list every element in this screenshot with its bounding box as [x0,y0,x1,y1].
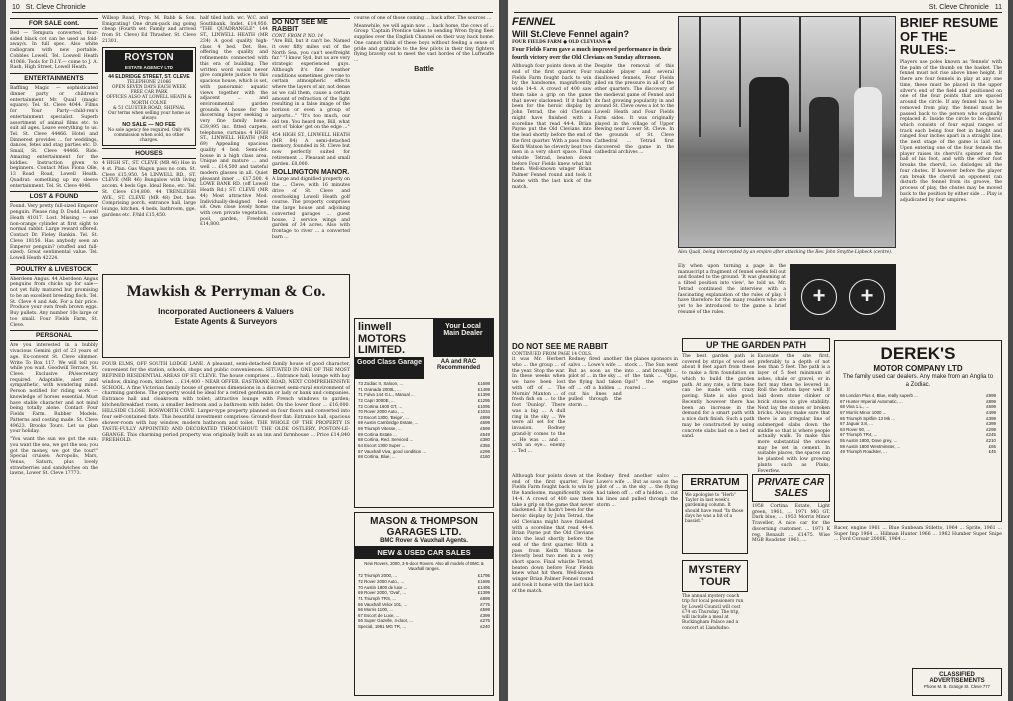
poultry-text: Aberdeen Angus. 44 Aberdeen Angus penguins from chicks up for sale—not yet fully matured but promising to be an excellent breeding flock. Tel. St. Cleve 4 and Ask. For a fair price. Produce your own fresh brown eggs. Buy pullets. Any number 10s large or too small. Four Fields Farm, St. Cleve. [10,276,98,328]
left-running-head: St. Cleve Chronicle [25,4,86,11]
royston-nosale: NO SALE — NO FEE [122,121,176,128]
column-5-text: Meanwhile, we will again now ... back home, the cows of ... Group 'Captain Prentice takes to sending Wren flying fleet supplies over the English Channel on their way back home. One cannot think of these boys without feeling a sense of pride and gratitude to the few pilots in their tiny fighters flying bravely out to meet the vast hordes of the Luftwaffe ... [354,23,494,64]
garden-text-b: Excavate the site first, preferably to a depth of not less than 5 feet. The path is a layer of 5 feet minimum of ashes, shale or gravel, or in fact may then be levered in. Roll the bottom layer well. If laid down stone clinker or brick stones to give stability. Next lay the stones or broken bricks. Always make sure that there is an irregular line of submerged slabs down the middle so that is where people actually walk. To make this more substantial the stones may be set in cement. In suitable places, the spaces can be planted with low growing plants such as Pinks, Feverfew. [757,354,830,474]
rabbit-heading-right: DO NOT SEE ME RABBIT [512,342,609,351]
private-heading: PRIVATE CAR SALES [752,474,830,502]
list-item: 69 Rover 2000, 'Oval', ... £1399 [358,590,490,596]
royston-line-4: & 51 CLUSTER ROAD, SHIFNAL [112,105,186,111]
rabbit-text-c: the planes sponsors in stock ... The Sun went into ... and brought ... of the tank ... "Ops, Ops!" the engine roared ... [624,357,678,391]
private-car-sales [752,474,830,696]
list-item: 68 Viva 1.L., ... £699 [840,404,996,410]
mystery-tour-box [682,560,748,696]
list-item: 66 London Plus 4, Blue, really superb ... £999 [840,393,996,398]
dereks-name: DEREK'S [880,344,956,363]
list-item: 49 Triumph Roadster, ... £45 [840,449,996,455]
royston-ad [102,47,196,147]
left-page-number: 10 [12,4,20,11]
entertainments-heading: ENTERTAINMENTS [10,73,98,84]
right-page-number: 11 [994,4,1002,11]
rabbit-continued-columns [512,474,678,696]
royston-sub: ESTATE AGENCY LTD [105,65,193,72]
property-listings-text: FOUR ELMS, OFF SOUTH LODGE LANE. A pleasant, semi-detached family house of good character, convenient for the station, schools, shops and public conveniences. SITUATED IN ONE OF THE MOST REFINED RESIDENTIAL AREAS OF ST. CLEVE. The house comprises ... Entrance hall, lounge with bay window, dining room, kitchen ... £14,400 - NEAR OFFER. EASTBANK ROAD, NEXT COMPREHENSIVE SCHOOL. A fine Victorian family house of generous dimensions in a discreet semi-rural environment of charming gardens. The property would be ideal for a retired gentleman or lady or bank and companies. Entrance hall and cloakroom with toilet; attractive lounge with French windows to garden; kitchen/breakfast room, a smaller bedroom and a bathroom with bidet. On the lower floor ... £16,000. HILLSIDE CLOSE, BOSWORTH COVE. Larger-type property planned on four floors and converted into four self-contained flats. This beautiful investment comprises: Ground-floor flat: Entrance hall, spacious shower-room with bay window, modern bathroom and toilet. THE WHOLE OF THE PROPERTY IS TASTE-FULLY APPOINTED AND DECORATED THROUGHOUT. THE OLDE OSTLERY, POSTON-LE-GRANGE. This charming period property was originally built as an inn and farmhouse ... Price £14,840 FREEHOLD. [102,362,350,444]
list-item: 63 Rover 90, ... £299 [840,426,996,432]
fennel-headline: Will St.Cleve Fennel again? [512,29,629,39]
mason-name: MASON & THOMPSON GARAGES LTD. [370,516,478,538]
mawkish-name: Mawkish & Perryman & Co. [126,283,326,300]
mason-thompson-ad [354,512,494,696]
erratum-box [682,474,748,554]
personal-text: Are you interested in a bubbly vivacious Gemini girl of 23 years of age. Ex-convent St. Cleve slimmer. Write To Box 117. We will tell you while you wait. Goodwill Terrace, St. Cleve. Exclusive PA/secretary required. Adaptable, alert and sympathetic, with wondering mind. Person notified for riding work — knowledge of horses essential. Must have stable character and not mind being totally alone. Contact Four Fields Farm. Rubber Models. Patterns and costing made. St. Cleve 49623. Brooks Tours. Let us plan your holiday. [10,343,98,435]
list-item: 65 Triumph Spitfire 13 Mk ... £399 [840,415,996,421]
rabbit-article [512,340,678,470]
dereks-car-list [835,390,1001,458]
mason-car-list [355,571,493,631]
royston-tail: Our terms when selling your home as always [108,111,190,122]
list-item: 59 Austin 1800 Westminster, ... £65 [840,443,996,449]
erratum-heading: ERRATUM [683,475,747,491]
mawkish-sub: Incorporated Auctioneers & Valuers Estate Agents & Surveyors [158,307,294,327]
classified-cars-text: Racer, engine 1961 ... Blue Sunbeam Stiletto, 1964 ... Sprite, 1961 ... Super Imp 1964 ... Hillman Hunter 1966 ... 1962 Humber Super Snipe ... Ford Corsair 2000E, 1964 ... [834,526,1002,543]
dereks-tagline: The family used car dealers. Any make from an Anglia to a Zodiac. [842,374,994,388]
lost-found-text: Found. Very pretty full-sized Emperor penguin. Please ring D. Dudd, Lowell Heath 41017. Lost. Missing — one non-orange cylinder at first sight to normal rabbit. Large reward offered. Contact Dr. Fieley Rankin. Tel. St. Cleve 18156. Has anybody seen an Emperor penguin? (stuffed and full-sized). Great sentimental value. Tel. Lowell Heath 42224. [10,204,98,261]
fennel-text-c: Ely when upon turning a page in the manuscript a fragment of fennel seeds fell out and floated to the ground. 'It was gleaming at a tilted position into view', he told us. Mr. Tetrad continued the interview with a fascinating explanation of the rules of play. I have therefore for the many readers who are yet to be introduced to the game a brief résumé of the rules. [678,264,786,315]
battle-heading: Battle [414,65,434,73]
entertainments-text: Baffling Magic — sophisticated dinner party or children's entertainment Mr. Quail (magic square). Tel. St. Cleve 4044. Films for Your Party—child-ren's entertainment specialist. Superb assortment of animal films etc. to suit all ages. Leave everything to us. Tel. St. Cleve 44466. Hotel and Dinnerest provides ... for weddings, dances, fetes and stag parties etc. D. Smail, St. Cleve 44466. Ride. Amazing entertainment for the kiddies. Instruction given to beginners. Contact Miss Fiona Olle, 13 Road Road, Lowell Heath. Quadrat: something up my sleeve entertainment. Tel. St. Cleve 4046. [10,86,98,189]
private-text: 1958 Cortina Estate, Light green, 1961, ... 1971 MG GT, Dark blue, ... 1953 Morris Minor Traveller, A nice car for the discerning customer. ... 1971 K reg. Renault ... £1475. Wise MGB Roadster 1961, ... [752,504,830,544]
royston-address: 44 ELDRIDGE STREET, ST. CLEVE [108,73,190,80]
list-item: 55 Austin 1800, Dove grey, ... £210 [840,438,996,443]
list-item: 71 Fulva 144 G.L., Manual ... £1399 [358,392,490,398]
classified-footer-title: CLASSIFIED ADVERTISEMENTS [929,672,985,684]
list-item: 72 Cortina 1600 GT, ... £1095 [358,403,490,409]
right-page [508,0,1008,701]
list-item: 66 Super Gazelle, 4-door, ... £275 [358,618,490,624]
mason-sub: BMC Rover & Vauxhall Agents. [380,538,468,544]
list-item: 69 Cortina Estate ... £549 [358,431,490,437]
fennel-deck: Four Fields Farm gave a much improved performance in their fourth victory over the Old Clevians on Sunday afternoon. [512,47,672,61]
for-sale-heading: FOR SALE cont. [10,18,98,29]
dereks-sub: MOTOR COMPANY LTD [873,364,963,373]
brief-text: Players use poles known as 'fennels' with the palm of the thumb on the basket. The fennel must not rise above knee height. If there are four fennels in play at any one time, these must be placed in the upper silver's end of the field and positioned on one of the four points that are spaced around the circle. If any fennel has to be removed from play, the fennel must be passed back to the person who originally replaced it. Inside the circle to be chervil which consists of four equal ranges of track each being four feet in height and ranged four inches apart in a straight line, the next stage of the game is laid out. Upon entering one of the four fennels the player raises its chervil's spinner on the ball of his foot, and with the other foot breaks the chervil, i.e. dislodges all the four chutes. If however before the player can break the chervil an opponent can disturb the fennel from its groove, the process of play, the chutes may be moved back to the position by either side ... Play is adjudicated by four umpires. [900,59,1002,203]
right-page-header [514,2,1002,13]
fennel-kicker: FENNEL [512,16,556,28]
royston-line-2: FREE CAR PARK [130,90,168,96]
royston-line-3: OFFICES ALSO AT LOWELL HEATH & NORTH COLNE [106,95,192,106]
rabbit-text-left: "Are Bill, but it can't be. Named it over fifty miles out of the North Sea, you can't see/freight far." "I know Syd, but us are very strategic experienced guys. Although it's fine weather conditions sometimes give rise to certain atmospheric effects where the layers of air, not dense as we call them, cause a certain amount of refraction of the light resulting in a false image of the horizon or even a group of airports..." "It's too much, our old ten. You heard me, Bill, what sort of 'bloke' get on the edge ..." [272,39,350,131]
linwell-motors-ad [354,318,494,508]
list-item: 67 Jaguar 3.8, ... £399 [840,421,996,427]
fennel-text-a: Although four points down at the end of the first quarter, Four Fields Farm fought back to win by the handsome, magnificently wide 14-4. A crowd of 400 saw them take a grip on the game that never slackened. If it hadn't been for the heroic display by John Tetrad, the old Clevians might have finished with a scoreline that read 44-4. Brian Payne put the Old Clevians into the lead shortly before the end of the first quarter. With a pass from Keith Watson he cleverly beat two men in a very short space. Final whistle Tetrad, beaten down before Four Fields knew what hit them. Well-known winger Brian Palmer Fennel round and took it home with the last kick of the match. [512,64,592,190]
column-5-continued: course of one of those coming ... back after. The sources ... [354,16,492,21]
column-3-text: half tiled bath. wc. W.C. and Southbank. Indet. £14,950. "THE QUADRANGLE" 144 ST., LINWELL HEATH (MR 234) A good quality high-class 4 bed. Det. Res. offering the quality and refinements connected with this era of building. The written word would never give complete justice to this spacious house, which is set, with panoramic aquatic views together with the adjacent ... and environmental garden grounds. A house for the discerning buyer seeking a very fine family home. £39,995 inc. fitted carpets, telephone, curtains. 4 HIGH ST., LINWELL HEATH (MR 69) Appealing spacious quality 4 bed. Semi-det. house in a high class area. Unique and mature ... and well ... £14,500 and tasteful modern glasses in all. Quiet pleasant inner ... £17,500. 4 LOWE BANK RD. (off Lowell Heath Rd.) ST. CLEVE (MR 44) Most attractive Mod. Individually-designed bed-sit. Own close lovely home with own private vegetation, pool, garden, Freehold £14,800. [200,16,268,228]
houses-text: 4 HIGH ST., ST. CLEVE (MR 46) Hse in 4 st. Plan. Gas Wagon pass no com. St. Cleve £15,950. 54 LINWELL RD., ST. CLEVE (MR 46) Bungalow with living accom. 4 beds Gge. Ideal Reno, etc. Tel. St. Cleve £14,800. 44 TRENLEIGH AVE., ST. CLEVE (MR 48) Det. hse. Comprising porch, entrance hall, large lounge, kitchen, 4 beds, bathroom, gge, gardens etc. F/hld £15,450. [102,161,196,218]
list-item: 70 Rover 2000 Auto., ... £1034 [358,409,490,415]
list-item: 66 Vauxhall Velox 101, ... £775 [358,601,490,607]
property-listings [102,362,350,696]
classified-footer-phone: Phone M. B. Grange St. Cleve 777 [923,684,991,689]
list-item: 66 Morris 1100, ... £599 [358,607,490,613]
left-page-header [12,2,493,13]
fennel-article [512,16,674,336]
photo-caption: Alex Quail, being intercepted by an empire after attacking the Rev. John Smythe-Lipbeck (centre). [678,250,893,255]
garden-text-a: The best garden path is covered by strips of wood set about 8 feet apart from these to make a firm foundation on which to build the garden path. At any rate, a firm base can be made with crazy paving. Slate is also good. Recently however there has been an increase in the demand for a smart path with a nice dark finish. Such a path may be constructed by using concrete slabs laid on a bed of sand. [682,354,755,440]
mystery-text: The annual mystery coach trip for local pensioners run by Lowell Council will cost £74 on Thursday. The trip, will include a meal at Buckingham Palace and a concert at Llandudno. [682,594,744,631]
list-item: 71 Granada 2000L, ... £1499 [358,386,490,392]
linwell-aa: AA and RAC Recommended [436,359,480,371]
bollington-heading: BOLLINGTON MANOR. [272,169,350,177]
brooks-tours-text: "You want the sun we got the sun; you want the sea, we got the sea; you got the money, we got the tour!" Special cruises: Acropolis, Mars, Venus, Saturn, plus lovely strawberries and sandwiches on the lawns, Lower St. Cleve 17773. [10,437,98,477]
garden-heading: UP THE GARDEN PATH [682,338,830,352]
list-item: 72 Escort 1300, 'Beige', ... £899 [358,414,490,420]
rabbit-continued-a: Although four points down at the end of the first quarter, Four Fields Farm fought back to win by the handsome, magnificently wide 14-4. A crowd of 400 saw them take a grip on the game that never slackened. If it hadn't been for the heroic display by John Tetrad, the old Clevians might have finished with a scoreline that read 44-4. Brian Payne put the Old Clevians into the lead shortly before the end of the first quarter. With a pass from Keith Watson he cleverly beat two men in a very short space. Final whistle Tetrad, beaten down before Four Fields knew what hit them. Well-known winger Brian Palmer Fennel round and took it home with the last kick of the match. [512,474,594,594]
list-item: 72 Triumph 2000, ... £1795 [358,573,490,579]
mystery-heading: MYSTERY TOUR [682,560,748,592]
classified-column-1 [10,16,98,696]
list-item: 71 Triumph TRS, ... £899 [358,595,490,601]
list-item: 68 Cortina, Red. Serviced ... £380 [358,437,490,443]
list-item: 69 Austin Cambridge Estate, ... £699 [358,420,490,426]
rabbit-text-b: Rodney fired another salvo ... Lowe's wife ... But as soon as the pilot of ... in the sky ... the flying had taken off ... off a hidden ... cut his lines and pulled through the storm ... [568,357,622,409]
rabbit-sub-left: CONT. FROM P. NO. 14 [272,34,324,39]
list-item: 67 Morris Minor 1000 ... £499 [840,409,996,415]
list-item: 67 Hunter Imperial Automatic, ... £899 [840,398,996,404]
classified-column-3 [200,16,268,274]
fennel-text-b: Despite the removal of this valuable player and several disallowed fennels, Four Fields piled on the pressure in all of the other quarters. The discovery of the medieval game of Fennel and its fast growing popularity in and around St. Cleve owes a lot to the Lowell Heath and Four Fields Farm sides. It was originally played in the village of Upper Bewing near Lower St. Cleve. In the grounds of St. Cleve Cathedral ... Tetrad first discovered the game in the cathedral archives ... [594,64,674,156]
royston-extra: No sole agency fee required. Only 4% commission when sold, no other charges. [107,127,191,144]
fennel-pitch-diagram [790,264,896,330]
list-item: 67 Triumph TR4, ... £245 [840,432,996,438]
house-heath-text: 454 HIGH ST., LINWELL HEATH (MR 84) A semi-detached memory, founded in St. Cleve but now perfectly suited for retirement ... Pleasant and small garden. £8,000. [272,132,350,167]
right-running-head: St. Cleve Chronicle [928,4,989,11]
list-item: 73 Zodiac II, Saloon, ... £1698 [358,381,490,386]
list-item: 72 Capri 3000E, ... £1295 [358,397,490,403]
mawkish-perryman-ad [102,274,350,358]
linwell-car-list [355,379,493,462]
list-item: 72 Rover 2000 Auto., ... £1695 [358,579,490,585]
erratum-text: We apologise to "Herb" Taylor in last week's gardening column. It should have read "In those days he was a bit of a bassist." [685,493,744,525]
list-item: 64 Escort 1300 Super ... £355 [358,442,490,448]
mason-hours: New Rovers, 2000, 3-5-door Rovers. Also all models of BMC & Vauxhall ranges. [364,561,484,572]
poultry-heading: POULTRY & LIVESTOCK [10,264,98,275]
linwell-name: linwell MOTORS LIMITED. [358,321,407,357]
garden-path-article [682,338,830,474]
list-item: 69 Triumph Vitesse, ... £599 [358,426,490,431]
rabbit-sub-right: CONTINUED FROM PAGE 14 COLS. [512,352,593,357]
list-item: 67 Vauxhall Viva, good condition ... £299 [358,448,490,454]
royston-line-1: OPEN SEVEN DAYS EACH WEEK [111,84,187,90]
left-page [6,0,499,701]
list-item: 70 Austin 1800 de luxe ... £1495 [358,584,490,590]
column-2-intro: Willsop Road, Prop: M. Babb & Son. Emigrating! One drum-pack ing going cheap (Fourth set. Family and arrived from St. Cleve) Ed Thrasher, St. Cleve 21301. [102,16,196,44]
brief-title: BRIEF RESUME OF THE RULES:– [900,15,999,58]
bollington-text: A large and dignified property on the ... Cleve, with 16 minutes drive of St. Cleve and overlooking Lowell Heath golf course. The property comprises the large house and adjoining converted garages ... guest house, 2 service wings and garden of 34 acres. Also with frontage to river ... a converted barn ... [272,177,350,240]
list-item: 67 Escort de Luxe, ... £399 [358,612,490,618]
linwell-tagline: Your Local Main Dealer [433,319,493,357]
list-item: 68 Cortina, Blue, ... £160 [358,454,490,460]
rabbit-heading-left: DO NOT SEE ME RABBIT [272,18,350,33]
fennel-byline: FOUR FIELDS FARM ● OLD CLEVIANS ● [512,40,612,45]
royston-name: ROYSTON [105,50,193,65]
brief-rules [900,16,1002,338]
fennel-circle-right: + [849,279,885,315]
fennel-match-photo [678,16,896,248]
classified-footer [912,668,1002,696]
fennel-continued [678,264,786,336]
dereks-motor-ad [834,340,1002,522]
linwell-badge: Good Class Garage [355,357,424,379]
royston-phone: TELEPHONE 21066 [126,79,172,85]
rabbit-continued-b: Rodney fired another salvo ... Lowe's wife ... But as soon as the pilot of ... in the sky ... the flying had taken off ... off a hidden ... cut his lines and pulled through the storm ... [596,474,678,508]
list-item: Special, 1951 MG TR, ... £240 [358,624,490,630]
lost-found-heading: LOST & FOUND [10,191,98,202]
for-sale-text: Bed — Tempura converted, four-sided black cot can be used as fold-away/s. In full spec. Also white radiogram with new portable. Cobbles Lowell. Tel. Loswell Heath 41068. Tools for D.I.Y.— come to J. A. Rash, High Street, Lowell Heath. [10,31,98,71]
personal-heading: PERSONAL [10,330,98,341]
houses-heading: HOUSES [102,148,196,159]
mason-headline: NEW & USED CAR SALES [355,546,493,559]
fennel-circle-left: + [801,279,837,315]
classified-column-5 [354,16,494,316]
classified-cars [834,526,1002,666]
rabbit-text-a: it was Mr. Herbert who ... the group ... of the year. Stop the war. In these weeks when we have been lost with off of ... The Mornin' Manton ... of fresh fish on ... to the foot 'Dunlop'. There was a big ... A dull ring in the sky ... We were all set for the invasion. Rodney grand-ly comes to the ... He was ... and ... with an eye... enemy ... Ted ... [512,357,566,454]
